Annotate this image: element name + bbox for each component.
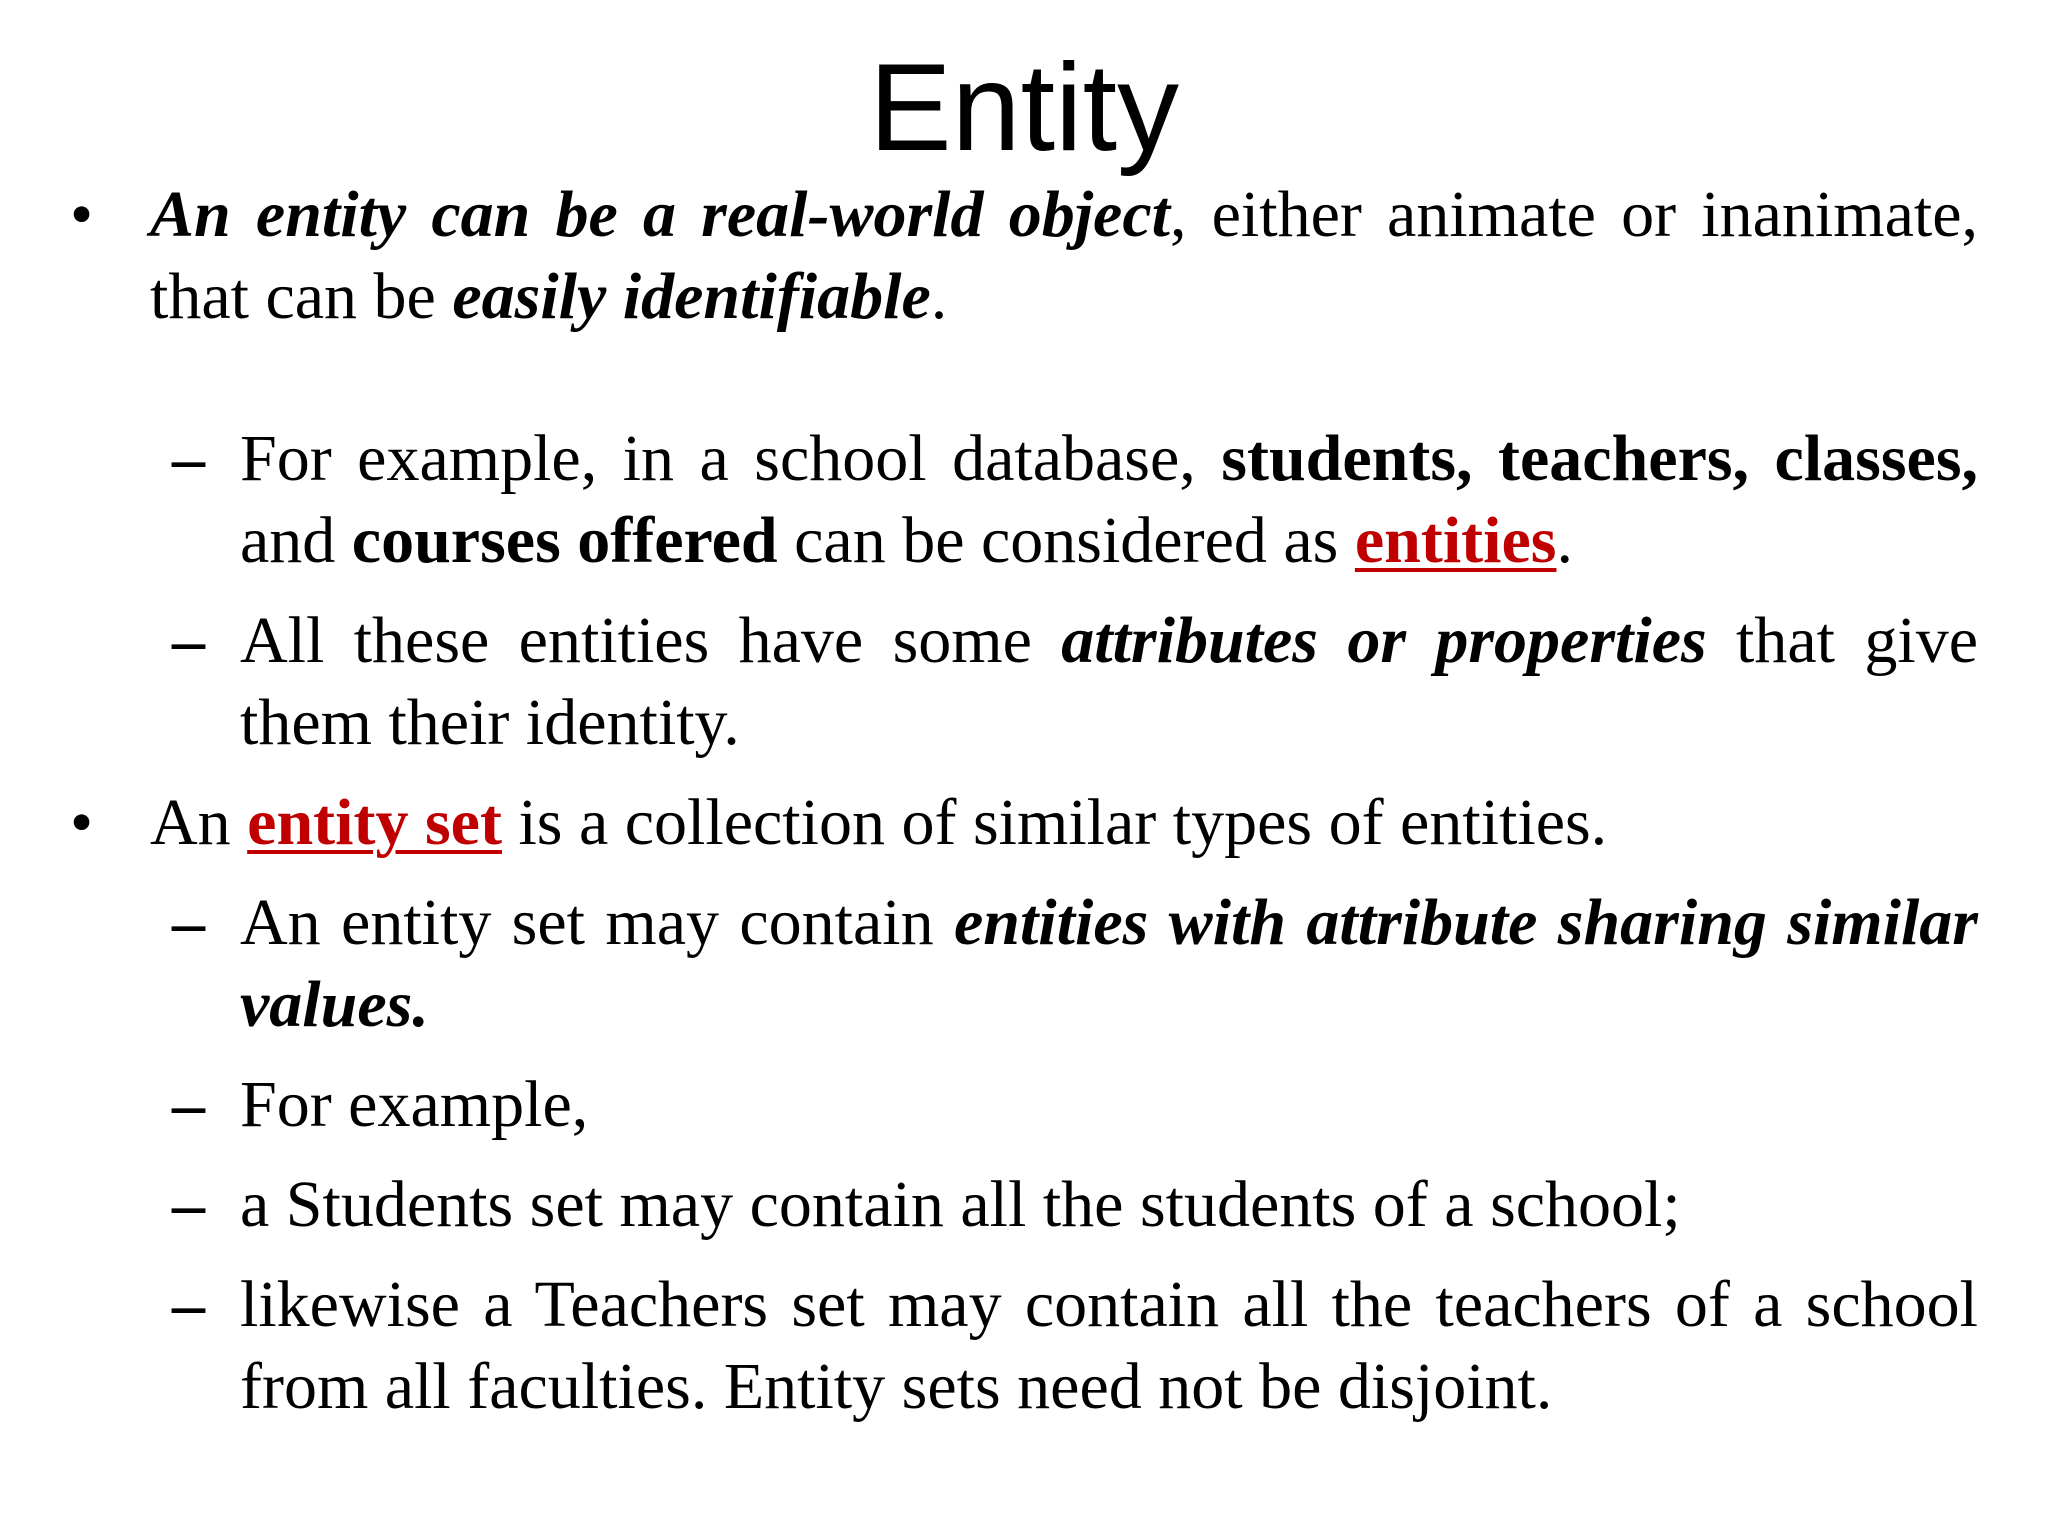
subbullet-attributes (172, 600, 1978, 764)
text-run: . (930, 260, 948, 333)
entity-definition-phrase: An entity can be a real-world object (150, 178, 1170, 251)
entity-set-keyword: entity set (247, 786, 502, 859)
text-run: All these entities have some (240, 604, 1062, 677)
bullet-entity-definition (70, 174, 1978, 338)
subbullet-shared-values (172, 882, 1978, 1046)
text-run: , either animate or inanimate, that can be (150, 178, 1978, 333)
dash-icon: – (172, 1268, 205, 1341)
bullet-entity-set (70, 782, 1978, 864)
text-run: that give them their identity. (240, 604, 1978, 759)
bullet-icon: • (70, 786, 94, 859)
attributes-phrase: attributes or properties (1061, 604, 1707, 677)
easily-identifiable-phrase: easily identifiable (452, 260, 931, 333)
dash-icon: – (172, 1168, 205, 1241)
shared-values-phrase: entities with attribute sharing similar values. (240, 886, 1978, 1041)
dash-icon: – (172, 422, 205, 495)
text-run: An entity set may contain (240, 886, 954, 959)
text-run: is a collection of similar types of entities. (501, 786, 1608, 859)
text-run: For example, (240, 1068, 589, 1141)
text-run: An (150, 786, 248, 859)
text-run: and (240, 504, 352, 577)
subbullet-for-example (172, 1064, 1978, 1146)
bullet-icon: • (70, 178, 94, 251)
subbullet-school-example (172, 418, 1979, 582)
subbullet-students-set (172, 1164, 1978, 1246)
dash-icon: – (172, 604, 205, 677)
text-run: likewise a Teachers set may contain all the teachers of a school from all faculties. Entity sets need not be disjoint. (240, 1268, 1978, 1423)
dash-icon: – (172, 886, 205, 959)
text-run: a Students set may contain all the students of a school; (240, 1168, 1681, 1241)
slide-title: Entity (868, 39, 1180, 177)
subbullet-teachers-set (172, 1264, 1978, 1428)
dash-icon: – (172, 1068, 205, 1141)
entity-examples-list: students, teachers, classes, (1221, 422, 1979, 495)
text-run: . (1556, 504, 1573, 577)
entities-keyword: entities (1354, 504, 1557, 577)
text-run: For example, in a school database, (240, 422, 1222, 495)
text-run: can be considered as (777, 504, 1355, 577)
courses-offered-phrase: courses offered (351, 504, 778, 577)
